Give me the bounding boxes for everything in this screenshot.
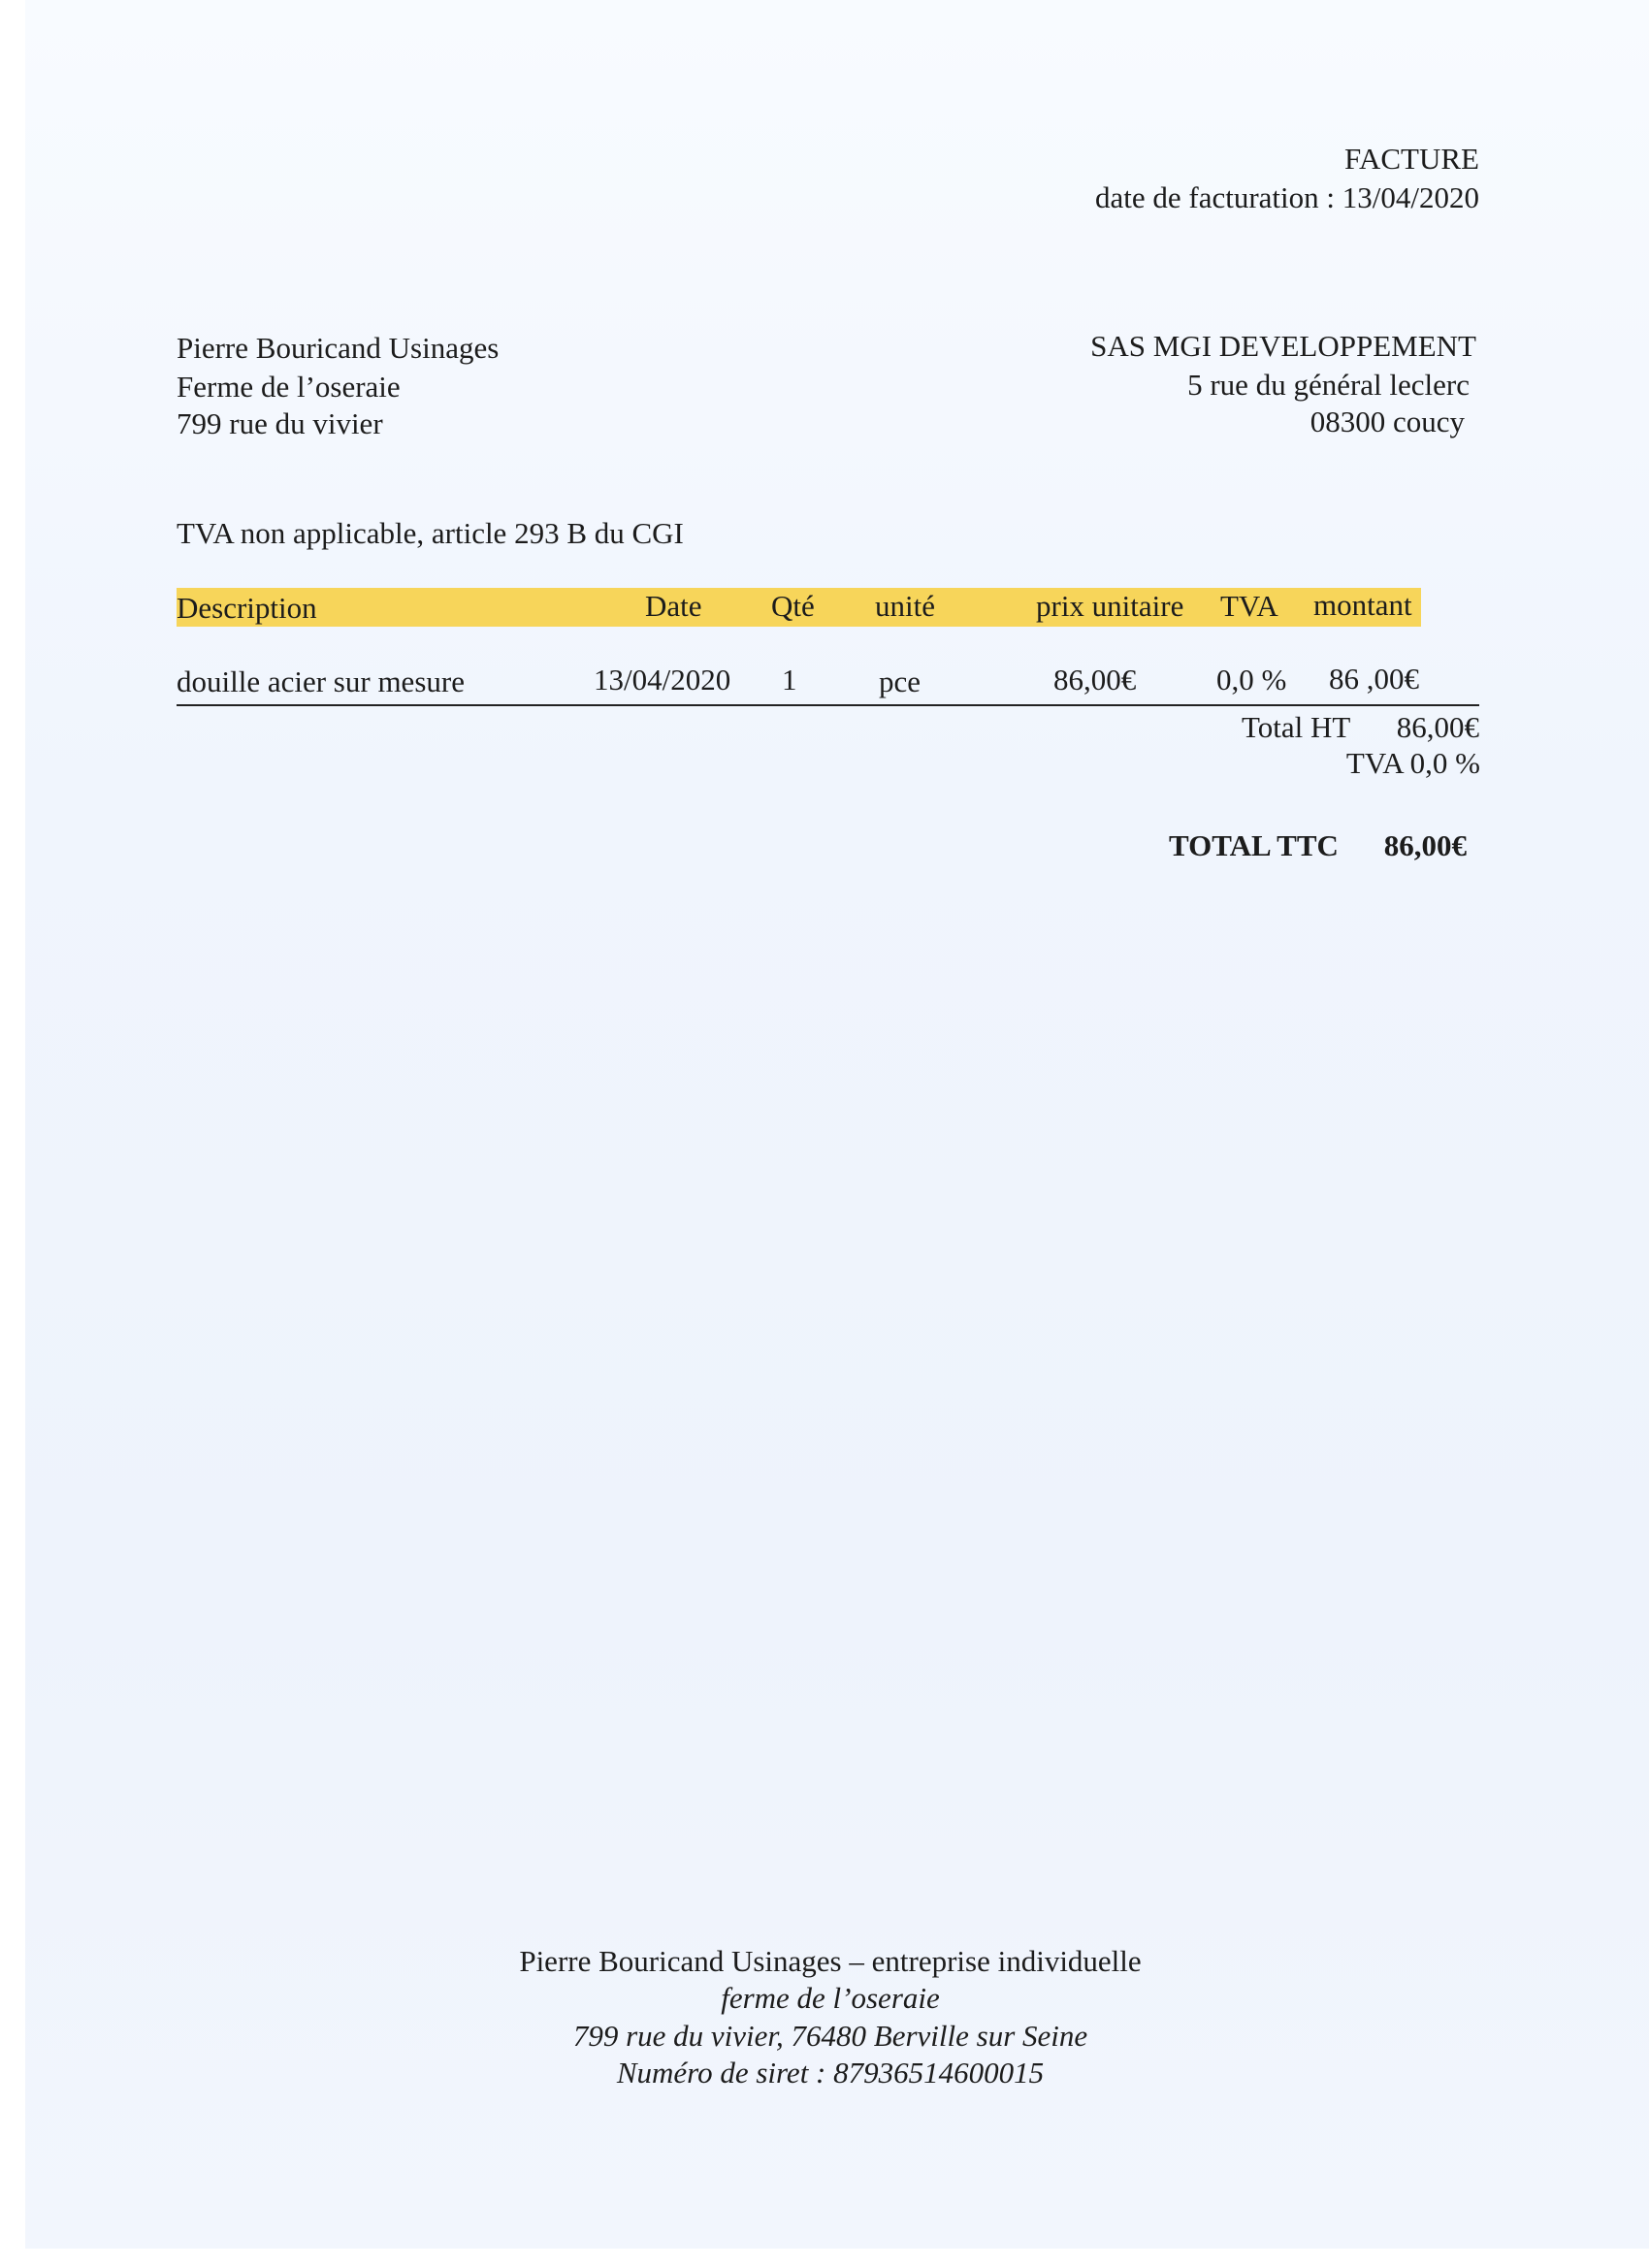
header-amount: montant	[1313, 588, 1412, 622]
scan-left-margin	[0, 0, 25, 2268]
row-unit-price: 86,00€	[1053, 663, 1137, 697]
footer-siret: Numéro de siret : 87936514600015	[616, 2056, 1045, 2090]
row-unit: pce	[879, 664, 922, 698]
sender-name: Pierre Bouricand Usinages	[177, 331, 500, 365]
total-ttc-label: TOTAL TTC	[1169, 828, 1339, 862]
row-description: douille acier sur mesure	[177, 664, 465, 698]
header-date: Date	[645, 589, 702, 623]
invoice-date: date de facturation : 13/04/2020	[1095, 180, 1479, 214]
footer-company: Pierre Bouricand Usinages – entreprise individuelle	[519, 1944, 1142, 1978]
invoice-title: FACTURE	[1344, 142, 1479, 176]
table-bottom-rule	[177, 704, 1479, 706]
recipient-name: SAS MGI DEVELOPPEMENT	[1090, 329, 1476, 363]
scan-bottom-margin	[0, 2249, 1649, 2268]
footer-address-line1: ferme de l’oseraie	[721, 1981, 940, 2015]
sender-address-line2: 799 rue du vivier	[177, 406, 383, 440]
total-ht-value: 86,00€	[1396, 710, 1479, 744]
sender-address-line1: Ferme de l’oseraie	[177, 370, 401, 404]
recipient-address-line1: 5 rue du général leclerc	[1187, 368, 1470, 402]
header-tva: TVA	[1220, 589, 1278, 623]
footer-address-line2: 799 rue du vivier, 76480 Berville sur Seine	[572, 2019, 1088, 2053]
header-qty: Qté	[771, 589, 815, 623]
row-date: 13/04/2020	[594, 663, 731, 697]
header-unit-price: prix unitaire	[1036, 589, 1184, 623]
row-tva: 0,0 %	[1216, 663, 1287, 697]
row-amount: 86 ,00€	[1329, 662, 1419, 696]
tva-note: TVA non applicable, article 293 B du CGI	[177, 516, 684, 550]
header-unit: unité	[875, 589, 935, 623]
total-ht-label: Total HT	[1242, 710, 1351, 744]
recipient-address-line2: 08300 coucy	[1310, 405, 1465, 438]
total-tva-line: TVA 0,0 %	[1345, 746, 1480, 780]
header-description: Description	[177, 591, 317, 625]
row-qty: 1	[782, 663, 797, 697]
total-ttc-value: 86,00€	[1383, 828, 1467, 862]
